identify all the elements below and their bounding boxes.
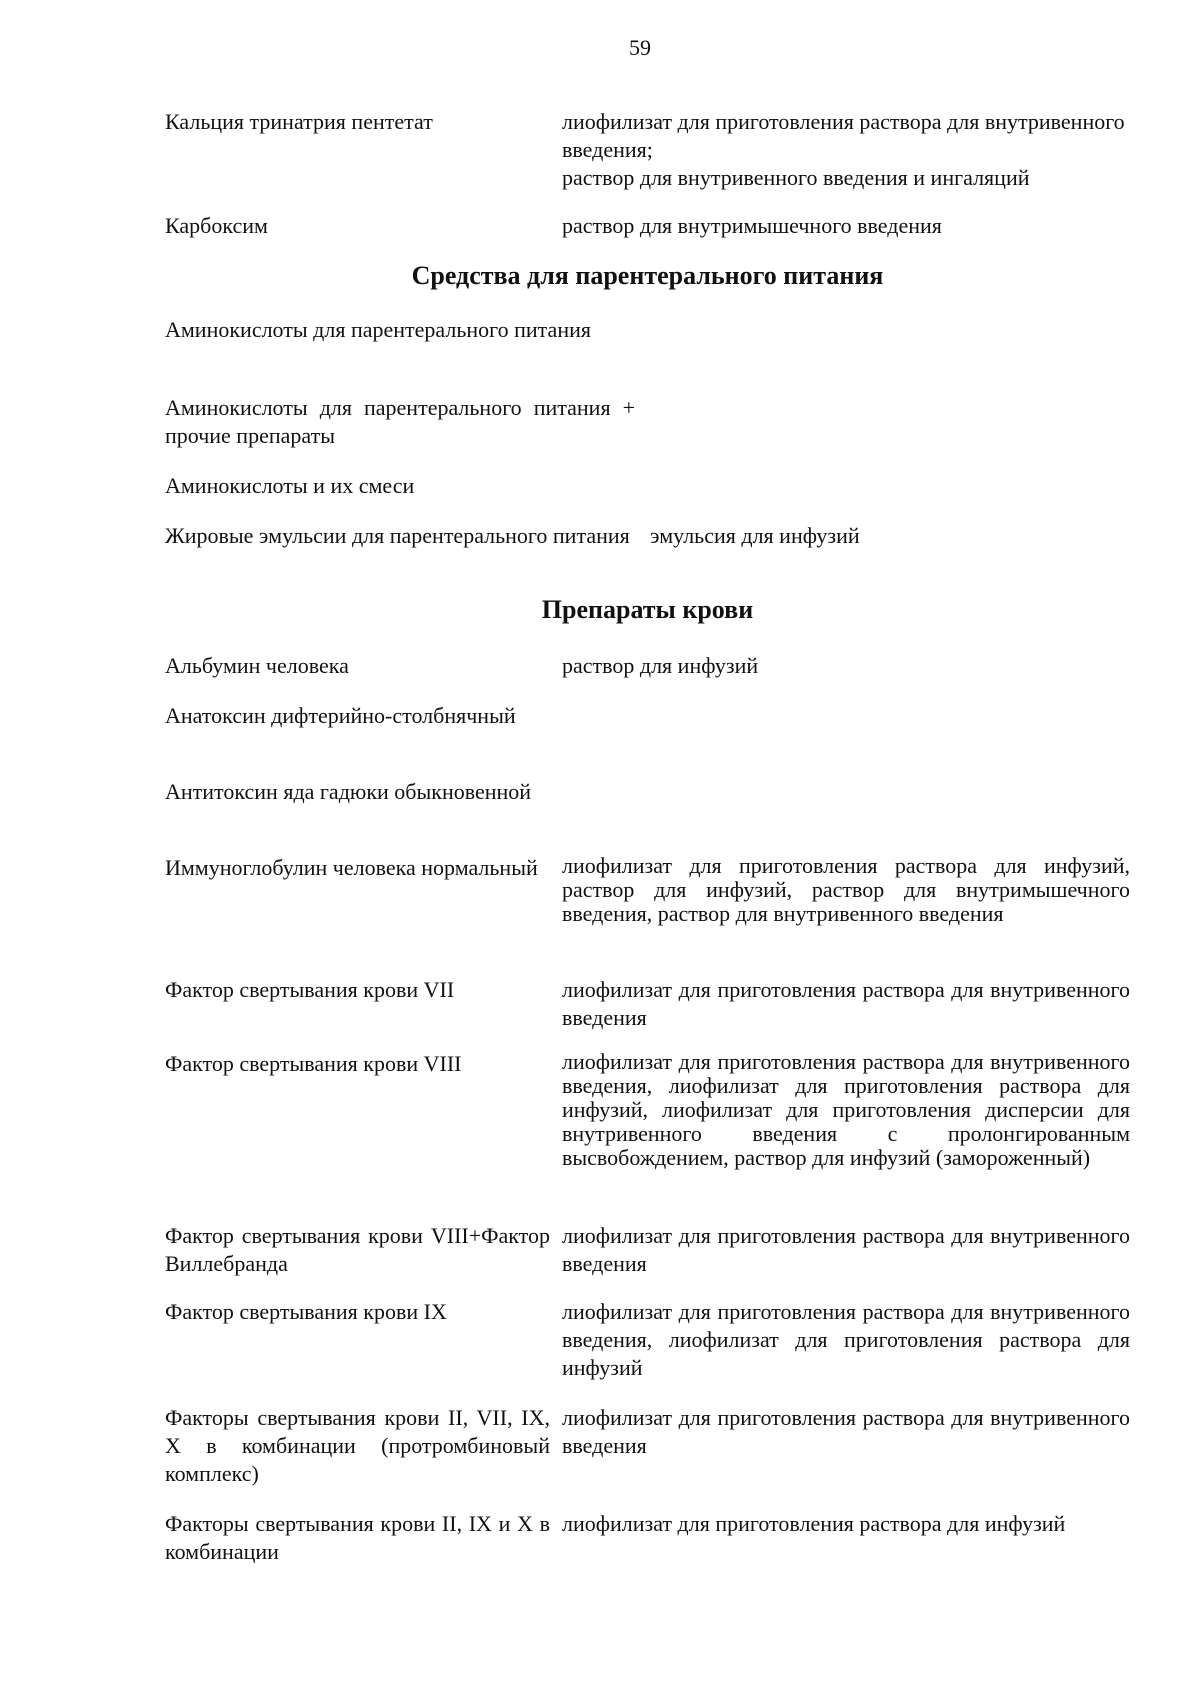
- drug-name: Антитоксин яда гадюки обыкновенной: [165, 779, 532, 804]
- dosage-form: лиофилизат для приготовления раствора для внутривенного введения: [562, 977, 1130, 1030]
- drug-name: Фактор свертывания крови VII: [165, 977, 455, 1002]
- drug-name: Анатоксин дифтерийно-столбнячный: [165, 703, 516, 728]
- dosage-form: раствор для внутримышечного введения: [562, 213, 942, 238]
- dosage-form: лиофилизат для приготовления раствора для внутривенного введения, лиофилизат для приготовления раствора для инфузий: [562, 1299, 1130, 1380]
- drug-name: Аминокислоты для парентерального питания + прочие препараты: [165, 395, 635, 448]
- section-title: Препараты крови: [541, 595, 754, 624]
- dosage-form: лиофилизат для приготовления раствора для внутривенного введения; раствор для внутривенного введения и ингаляций: [562, 109, 1125, 190]
- drug-name: Кальция тринатрия пентетат: [165, 109, 433, 134]
- dosage-form: лиофилизат для приготовления раствора для внутривенного введения: [562, 1223, 1130, 1276]
- drug-name: Фактор свертывания крови VIII: [165, 1051, 462, 1076]
- dosage-form: лиофилизат для приготовления раствора для внутривенного введения: [562, 1405, 1130, 1458]
- drug-name: Альбумин человека: [165, 653, 349, 678]
- dosage-form: лиофилизат для приготовления раствора для инфузий, раствор для инфузий, раствор для внутримышечного введения, раствор для внутривенного введения: [562, 853, 1130, 926]
- dosage-form: раствор для инфузий: [562, 653, 759, 678]
- drug-name: Факторы свертывания крови II, VII, IX, X в комбинации (протромбиновый комплекс): [165, 1405, 550, 1486]
- drug-name: Факторы свертывания крови II, IX и X в комбинации: [165, 1511, 550, 1564]
- dosage-form: лиофилизат для приготовления раствора для инфузий: [562, 1511, 1066, 1536]
- dosage-form: эмульсия для инфузий: [650, 523, 860, 548]
- drug-name: Карбоксим: [165, 213, 268, 238]
- drug-name: Фактор свертывания крови IX: [165, 1299, 447, 1324]
- drug-name: Жировые эмульсии для парентерального питания: [165, 523, 630, 548]
- drug-name: Аминокислоты для парентерального питания: [165, 317, 591, 342]
- drug-name: Фактор свертывания крови VIII+Фактор Виллебранда: [165, 1223, 550, 1276]
- dosage-form: лиофилизат для приготовления раствора для внутривенного введения, лиофилизат для приготовления раствора для инфузий, лиофилизат для приготовления дисперсии для внутривенного введения с пролонгированным высвобождением, раствор для инфузий (замороженный): [562, 1049, 1130, 1170]
- drug-name: Иммуноглобулин человека нормальный: [165, 855, 538, 880]
- page-number: 59: [629, 35, 651, 60]
- drug-name: Аминокислоты и их смеси: [165, 473, 415, 498]
- section-title: Средства для парентерального питания: [411, 261, 884, 290]
